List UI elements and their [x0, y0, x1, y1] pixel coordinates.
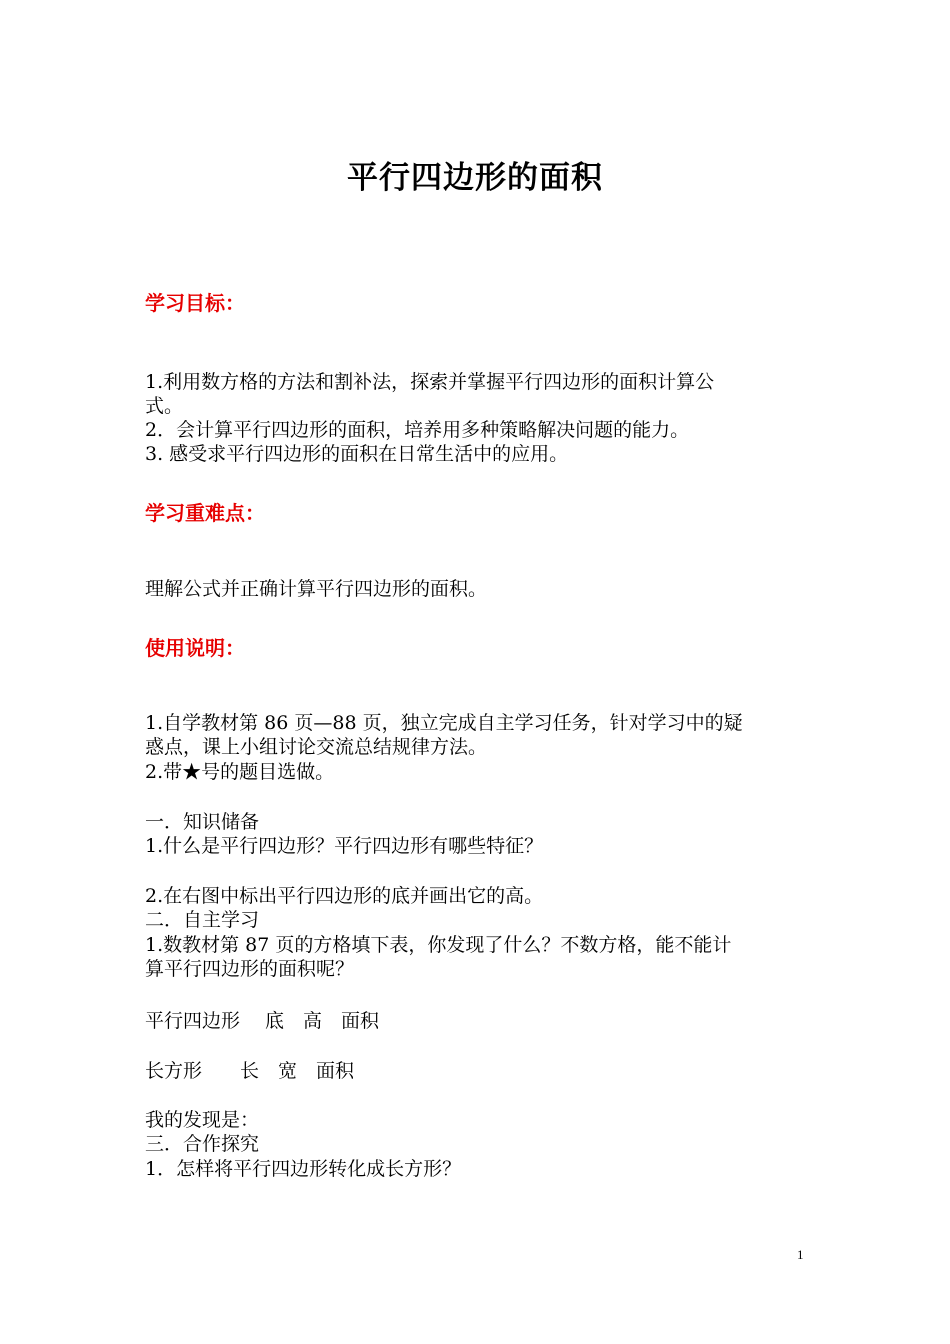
explore-heading: 三．合作探究 [145, 1133, 260, 1155]
knowledge-question-1: 1.什么是平行四边形？平行四边形有哪些特征？ [145, 835, 544, 857]
self-study-question-1-cont: 算平行四边形的面积呢？ [145, 958, 355, 980]
table-row-parallelogram: 平行四边形 底 高 面积 [145, 1010, 380, 1032]
usage-line-2: 2.带★号的题目选做。 [145, 761, 335, 783]
self-study-heading: 二．自主学习 [145, 909, 260, 931]
knowledge-question-2: 2.在右图中标出平行四边形的底并画出它的高。 [145, 885, 544, 907]
keypoints-heading: 学习重难点： [145, 501, 265, 525]
page-number: 1 [797, 1247, 804, 1262]
usage-line-1-cont: 惑点，课上小组讨论交流总结规律方法。 [145, 736, 488, 758]
knowledge-heading: 一．知识储备 [145, 811, 260, 833]
objective-line-1: 1.利用数方格的方法和割补法，探索并掌握平行四边形的面积计算公 [145, 371, 715, 393]
usage-line-1: 1.自学教材第 86 页—88 页，独立完成自主学习任务，针对学习中的疑 [145, 712, 743, 734]
table-row-rectangle: 长方形 长 宽 面积 [145, 1060, 355, 1082]
explore-question-1: 1．怎样将平行四边形转化成长方形？ [145, 1158, 462, 1180]
discovery-line: 我的发现是： [145, 1109, 260, 1131]
objective-line-1-cont: 式。 [145, 395, 184, 417]
page-title: 平行四边形的面积 [347, 160, 603, 196]
objectives-heading: 学习目标： [145, 291, 245, 315]
self-study-question-1: 1.数教材第 87 页的方格填下表，你发现了什么？不数方格，能不能计 [145, 934, 732, 956]
objective-line-3: 3. 感受求平行四边形的面积在日常生活中的应用。 [145, 443, 569, 465]
usage-heading: 使用说明： [145, 636, 245, 660]
keypoint-line-1: 理解公式并正确计算平行四边形的面积。 [145, 578, 488, 600]
objective-line-2: 2．会计算平行四边形的面积，培养用多种策略解决问题的能力。 [145, 419, 690, 441]
